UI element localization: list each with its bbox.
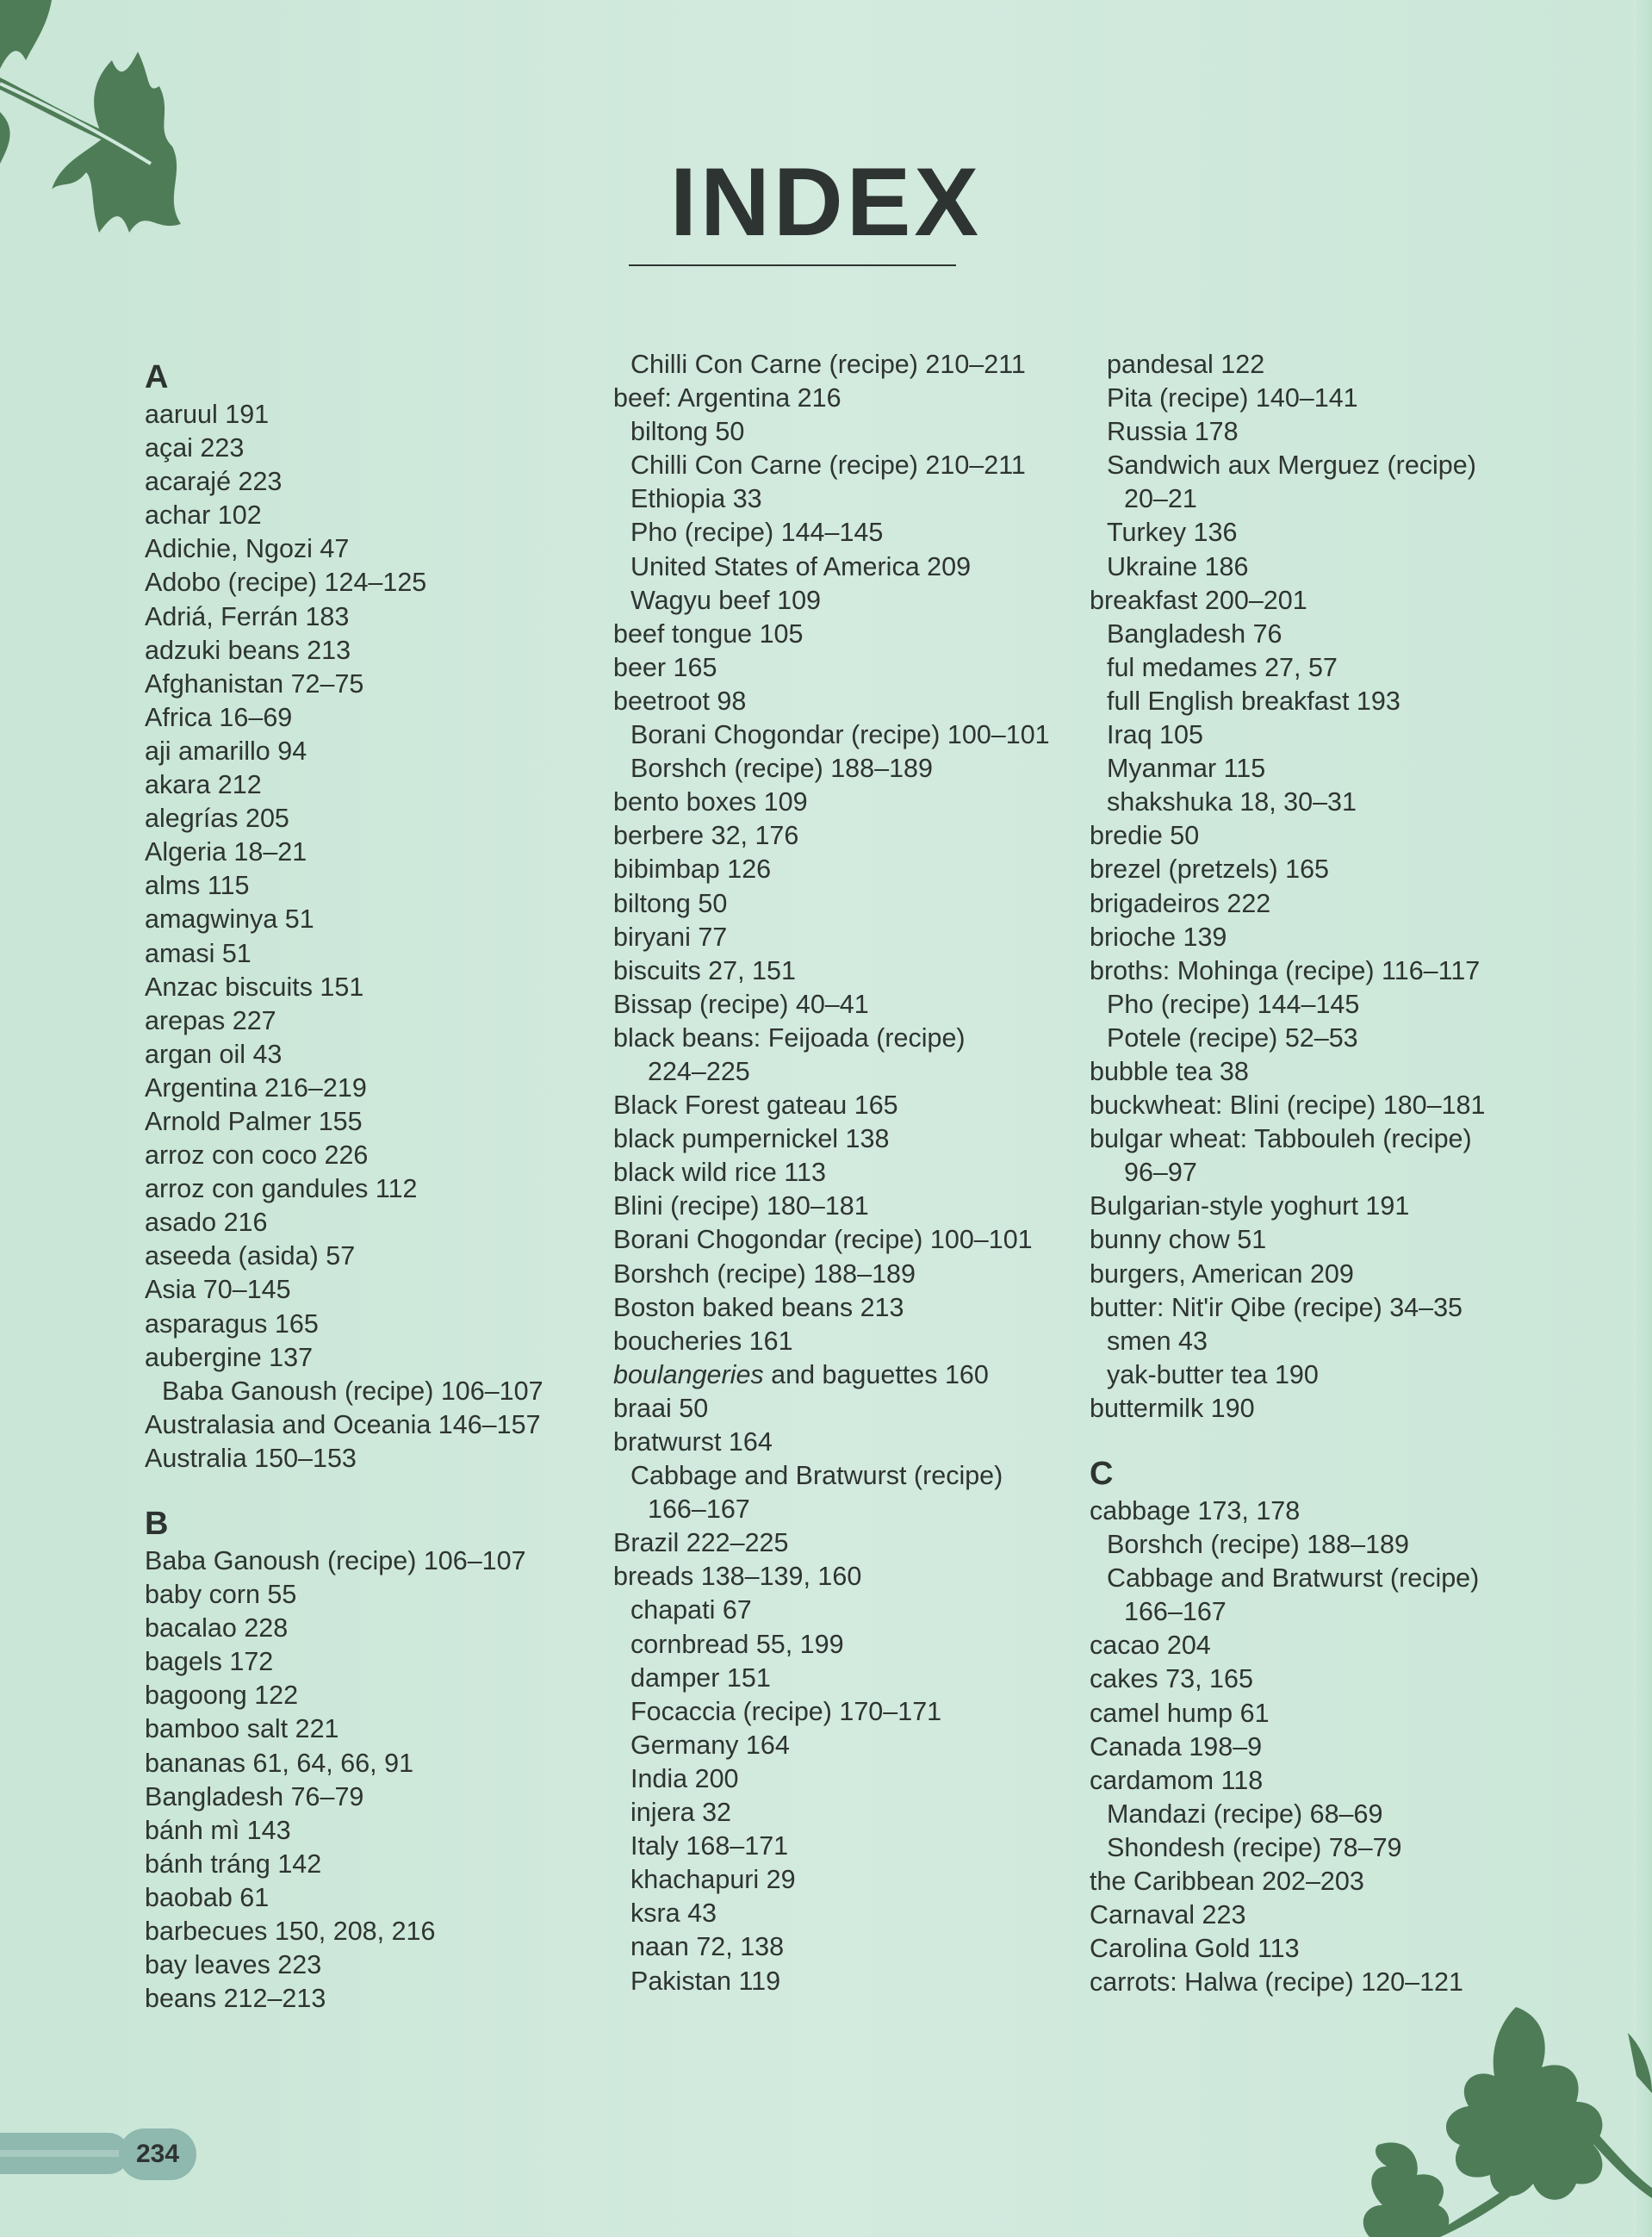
index-subentry: Germany 164	[630, 1730, 790, 1760]
index-subentry: 20–21	[1124, 484, 1197, 514]
index-entry: alms 115	[145, 871, 250, 901]
index-entry: bánh mì 143	[145, 1815, 291, 1845]
index-entry: akara 212	[145, 770, 262, 800]
index-subentry: Cabbage and Bratwurst (recipe)	[1107, 1563, 1480, 1594]
index-subentry: full English breakfast 193	[1107, 686, 1400, 716]
index-subentry: 166–167	[1124, 1597, 1227, 1627]
index-section-letter: C	[1090, 1456, 1114, 1492]
index-entry: black wild rice 113	[613, 1158, 826, 1188]
index-entry: brioche 139	[1090, 922, 1227, 952]
index-entry: bagoong 122	[145, 1681, 299, 1711]
index-entry: breads 138–139, 160	[613, 1562, 862, 1592]
index-entry: Anzac biscuits 151	[145, 972, 364, 1002]
index-entry: bay leaves 223	[145, 1950, 322, 1980]
index-entry: aseeda (asida) 57	[145, 1241, 356, 1271]
index-subentry: Pho (recipe) 144–145	[1107, 989, 1360, 1019]
index-subentry: shakshuka 18, 30–31	[1107, 787, 1357, 817]
index-subentry: smen 43	[1107, 1326, 1208, 1356]
index-entry: cardamom 118	[1090, 1765, 1264, 1795]
index-subentry: biltong 50	[630, 417, 745, 447]
index-subentry: pandesal 122	[1107, 350, 1265, 379]
index-subentry: naan 72, 138	[630, 1932, 785, 1962]
index-entry: bulgar wheat: Tabbouleh (recipe)	[1090, 1124, 1472, 1154]
index-entry: Borshch (recipe) 188–189	[613, 1258, 916, 1289]
index-entry: amagwinya 51	[145, 904, 314, 935]
index-entry: beef: Argentina 216	[613, 383, 842, 413]
index-entry: Africa 16–69	[145, 702, 293, 732]
index-entry: alegrías 205	[145, 804, 289, 834]
index-subentry: yak-butter tea 190	[1107, 1359, 1319, 1389]
index-subentry: chapati 67	[630, 1595, 752, 1625]
index-entry: amasi 51	[145, 938, 252, 968]
index-entry: Borani Chogondar (recipe) 100–101	[613, 1225, 1033, 1255]
index-entry: Argentina 216–219	[145, 1072, 367, 1103]
index-entry: bacalao 228	[145, 1613, 289, 1644]
index-entry: bamboo salt 221	[145, 1714, 339, 1744]
index-entry: Boston baked beans 213	[613, 1292, 904, 1322]
index-subentry: Pita (recipe) 140–141	[1107, 383, 1358, 413]
index-subentry: Baba Ganoush (recipe) 106–107	[162, 1376, 543, 1406]
index-entry: cakes 73, 165	[1090, 1664, 1253, 1694]
index-subentry: Cabbage and Bratwurst (recipe)	[630, 1461, 1003, 1491]
index-subentry: Turkey 136	[1107, 518, 1238, 548]
index-subentry: 224–225	[648, 1056, 750, 1086]
index-subentry: 166–167	[648, 1494, 750, 1525]
index-entry: asparagus 165	[145, 1308, 319, 1339]
index-entry: beetroot 98	[613, 686, 747, 716]
index-subentry: ksra 43	[630, 1898, 717, 1929]
index-entry: bibimbap 126	[613, 854, 772, 885]
index-entry: Carolina Gold 113	[1090, 1934, 1300, 1964]
page-number: 234	[119, 2128, 196, 2180]
index-entry: bánh tráng 142	[145, 1849, 322, 1879]
index-entry: buttermilk 190	[1090, 1393, 1255, 1423]
index-subentry: Sandwich aux Merguez (recipe)	[1107, 451, 1476, 481]
index-subentry: Mandazi (recipe) 68–69	[1107, 1799, 1383, 1829]
index-subentry: United States of America 209	[630, 551, 972, 581]
index-entry: Canada 198–9	[1090, 1731, 1263, 1762]
index-entry: broths: Mohinga (recipe) 116–117	[1090, 955, 1481, 985]
index-entry: aubergine 137	[145, 1342, 314, 1372]
index-entry: biryani 77	[613, 922, 728, 952]
index-section-letter: A	[145, 359, 169, 395]
index-entry: baby corn 55	[145, 1580, 297, 1610]
index-entry: bananas 61, 64, 66, 91	[145, 1748, 414, 1778]
parsley-leaf-bottom-right-icon	[1344, 1998, 1652, 2237]
index-section-letter: B	[145, 1506, 169, 1542]
title-divider	[629, 264, 956, 266]
index-subentry: Russia 178	[1107, 417, 1239, 447]
index-entry: aaruul 191	[145, 400, 270, 429]
index-subentry: khachapuri 29	[630, 1865, 796, 1895]
page-edge	[1633, 0, 1652, 2237]
index-entry: barbecues 150, 208, 216	[145, 1917, 436, 1947]
index-entry: Carnaval 223	[1090, 1900, 1246, 1930]
index-entry: brigadeiros 222	[1090, 888, 1271, 918]
index-entry: bento boxes 109	[613, 787, 808, 817]
index-entry: breakfast 200–201	[1090, 585, 1307, 615]
index-entry: beef tongue 105	[613, 618, 804, 649]
index-entry: arepas 227	[145, 1005, 276, 1035]
index-entry: Bissap (recipe) 40–41	[613, 989, 869, 1019]
index-entry: black beans: Feijoada (recipe)	[613, 1022, 966, 1053]
index-subentry: cornbread 55, 199	[630, 1629, 844, 1659]
index-entry: braai 50	[613, 1393, 709, 1423]
index-column-2	[613, 348, 1078, 1998]
index-entry: bratwurst 164	[613, 1427, 773, 1457]
index-entry: argan oil 43	[145, 1039, 283, 1069]
index-subentry: Chilli Con Carne (recipe) 210–211	[630, 451, 1026, 481]
index-entry: arroz con coco 226	[145, 1140, 369, 1171]
index-entry: Asia 70–145	[145, 1275, 291, 1305]
index-entry: beer 165	[613, 652, 717, 682]
index-entry-rest: and baguettes 160	[763, 1359, 989, 1389]
index-entry: Australia 150–153	[145, 1443, 357, 1473]
index-entry: cacao 204	[1090, 1631, 1211, 1661]
index-entry: asado 216	[145, 1208, 268, 1238]
index-subentry: 96–97	[1124, 1158, 1197, 1188]
index-entry: adzuki beans 213	[145, 635, 351, 665]
index-entry: arroz con gandules 112	[145, 1174, 418, 1204]
index-subentry: Bangladesh 76	[1107, 618, 1282, 649]
index-entry: Bulgarian-style yoghurt 191	[1090, 1191, 1410, 1221]
index-subentry: Italy 168–171	[630, 1831, 789, 1861]
section-gap	[1090, 1426, 1572, 1445]
index-entry: Arnold Palmer 155	[145, 1106, 363, 1136]
index-entry: the Caribbean 202–203	[1090, 1867, 1364, 1897]
index-entry: achar 102	[145, 500, 262, 531]
index-entry: Algeria 18–21	[145, 837, 307, 867]
index-entry: Black Forest gateau 165	[613, 1091, 898, 1121]
index-entry: bredie 50	[1090, 821, 1200, 851]
index-entry: carrots: Halwa (recipe) 120–121	[1090, 1967, 1463, 1998]
index-subentry: Iraq 105	[1107, 720, 1203, 750]
page-title: INDEX	[669, 148, 983, 256]
index-subentry: Borshch (recipe) 188–189	[1107, 1530, 1409, 1560]
index-entry: camel hump 61	[1090, 1698, 1270, 1728]
index-entry: boucheries 161	[613, 1326, 793, 1356]
index-entry: biscuits 27, 151	[613, 955, 796, 985]
index-subentry: Wagyu beef 109	[630, 585, 821, 615]
index-subentry: Potele (recipe) 52–53	[1107, 1022, 1358, 1053]
index-column-3	[1090, 348, 1572, 1999]
index-entry: açai 223	[145, 433, 245, 463]
page-number-tab	[0, 2133, 129, 2174]
index-subentry: Focaccia (recipe) 170–171	[630, 1696, 942, 1726]
index-subentry: Borani Chogondar (recipe) 100–101	[630, 720, 1050, 750]
index-subentry: Ukraine 186	[1107, 551, 1249, 581]
index-subentry: Shondesh (recipe) 78–79	[1107, 1832, 1402, 1862]
index-subentry: India 200	[630, 1763, 739, 1793]
index-column-1	[145, 348, 593, 2016]
index-subentry: Pakistan 119	[630, 1966, 781, 1996]
index-subentry: injera 32	[630, 1798, 731, 1828]
section-gap	[145, 1476, 593, 1494]
index-entry: Adobo (recipe) 124–125	[145, 568, 427, 598]
index-entry: cabbage 173, 178	[1090, 1496, 1301, 1526]
index-entry: Adriá, Ferrán 183	[145, 601, 350, 631]
index-entry: butter: Nit'ir Qibe (recipe) 34–35	[1090, 1292, 1463, 1322]
index-entry: brezel (pretzels) 165	[1090, 854, 1330, 885]
index-entry: Baba Ganoush (recipe) 106–107	[145, 1546, 526, 1575]
index-entry: bubble tea 38	[1090, 1056, 1249, 1086]
index-subentry: damper 151	[630, 1662, 771, 1693]
index-entry: beans 212–213	[145, 1984, 326, 2014]
index-entry	[613, 1358, 1078, 1392]
index-entry: Australasia and Oceania 146–157	[145, 1409, 541, 1439]
index-entry: Adichie, Ngozi 47	[145, 534, 350, 564]
index-entry: buckwheat: Blini (recipe) 180–181	[1090, 1091, 1486, 1121]
index-entry: burgers, American 209	[1090, 1258, 1354, 1289]
index-entry-italic-term: boulangeries	[613, 1359, 764, 1389]
index-entry: Brazil 222–225	[613, 1528, 789, 1558]
index-entry: aji amarillo 94	[145, 736, 307, 766]
index-subentry: Pho (recipe) 144–145	[630, 518, 884, 548]
index-entry: Afghanistan 72–75	[145, 668, 364, 699]
index-entry: Blini (recipe) 180–181	[613, 1191, 869, 1221]
index-subentry: Chilli Con Carne (recipe) 210–211	[630, 350, 1026, 379]
index-subentry: Myanmar 115	[1107, 754, 1266, 784]
index-entry: biltong 50	[613, 888, 728, 918]
index-entry: berbere 32, 176	[613, 821, 799, 851]
index-entry: acarajé 223	[145, 467, 283, 497]
index-subentry: Borshch (recipe) 188–189	[630, 754, 933, 784]
index-subentry: ful medames 27, 57	[1107, 652, 1338, 682]
index-entry: black pumpernickel 138	[613, 1124, 890, 1154]
index-entry: baobab 61	[145, 1882, 270, 1912]
index-subentry: Ethiopia 33	[630, 484, 762, 514]
index-entry: bagels 172	[145, 1647, 274, 1677]
index-entry: bunny chow 51	[1090, 1225, 1267, 1255]
index-entry: Bangladesh 76–79	[145, 1781, 364, 1811]
